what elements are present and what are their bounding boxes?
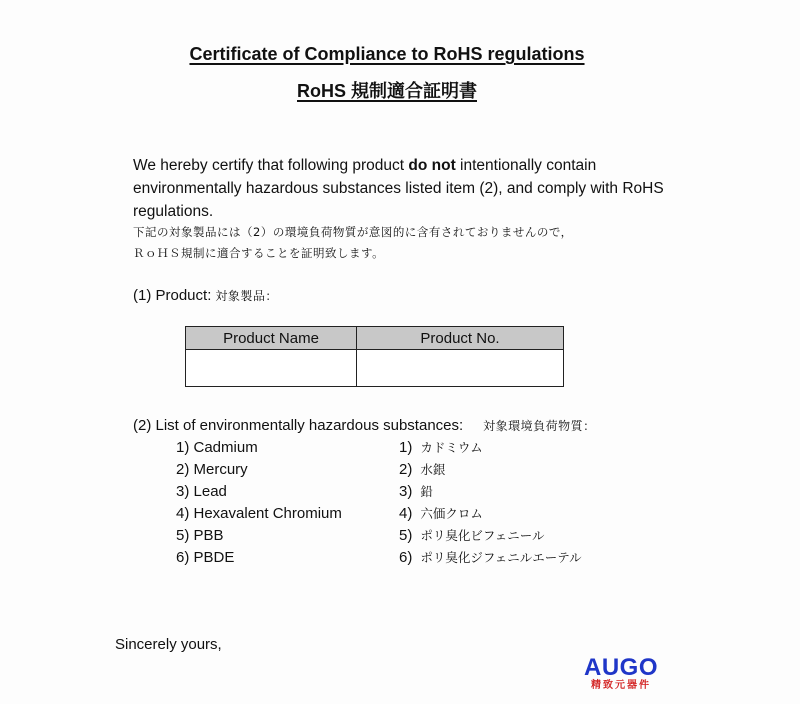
list-item (399, 481, 582, 503)
intro-text-part1: We hereby certify that following product (133, 157, 409, 174)
list-item-number: 2) (399, 461, 413, 478)
product-name-cell (186, 350, 357, 387)
list-item-name: ポリ臭化ビフェニール (420, 528, 545, 543)
product-table-header-row (186, 327, 564, 350)
product-no-cell (357, 350, 564, 387)
product-no-header: Product No. (357, 327, 564, 350)
list-item (399, 525, 582, 547)
table-row (186, 350, 564, 387)
title-japanese: RoHS 規制適合証明書 (297, 81, 477, 101)
title-english: Certificate of Compliance to RoHS regulations (189, 44, 585, 64)
list-item-number: 3) (399, 483, 413, 500)
list-item-name: 鉛 (420, 484, 433, 499)
intro-jp-line1: 下記の対象製品には（2）の環境負荷物質が意図的に含有されておりませんので， (133, 225, 573, 239)
product-table (185, 326, 564, 387)
section-substances-label: (2) List of environmentally hazardous substances: (133, 417, 464, 434)
list-item-name: ポリ臭化ジフェニルエーテル (420, 550, 582, 565)
section-product-heading (133, 287, 278, 304)
list-item: 1) Cadmium (176, 439, 258, 456)
list-item-name: カドミウム (420, 440, 483, 455)
intro-text-bold: do not (408, 157, 456, 174)
section-substances-label-jp: 対象環境負荷物質： (483, 419, 596, 433)
list-item-number: 6) (399, 549, 413, 566)
substances-list-japanese (399, 437, 582, 569)
list-item-number: 1) (399, 439, 413, 456)
intro-paragraph-english (133, 154, 693, 223)
list-item: 2) Mercury (176, 461, 248, 478)
list-item: 5) PBB (176, 527, 224, 544)
logo-subtitle: 精致元器件 (591, 680, 651, 691)
list-item (399, 503, 582, 525)
list-item-number: 5) (399, 527, 413, 544)
list-item: 4) Hexavalent Chromium (176, 505, 342, 522)
intro-text-part2: intentionally contain environmentally hazardous substances listed item (2), and comply with RoHS regulations. (133, 157, 664, 220)
list-item (399, 437, 582, 459)
substances-list-english (176, 437, 342, 569)
closing-salutation: Sincerely yours, (115, 636, 222, 653)
list-item (399, 547, 582, 569)
section-product-label-jp: 対象製品： (215, 289, 278, 303)
section-substances-heading (133, 417, 596, 434)
list-item: 3) Lead (176, 483, 227, 500)
list-item-number: 4) (399, 505, 413, 522)
list-item: 6) PBDE (176, 549, 235, 566)
company-logo (576, 656, 666, 692)
list-item-name: 水銀 (420, 462, 446, 477)
list-item (399, 459, 582, 481)
list-item-name: 六価クロム (420, 506, 483, 521)
logo-brand: AUGO (584, 654, 658, 681)
intro-paragraph-japanese (133, 222, 693, 264)
product-name-header: Product Name (186, 327, 357, 350)
section-product-label: (1) Product: (133, 287, 212, 304)
intro-jp-line2: ＲｏＨＳ規制に適合することを証明致します。 (133, 246, 385, 260)
